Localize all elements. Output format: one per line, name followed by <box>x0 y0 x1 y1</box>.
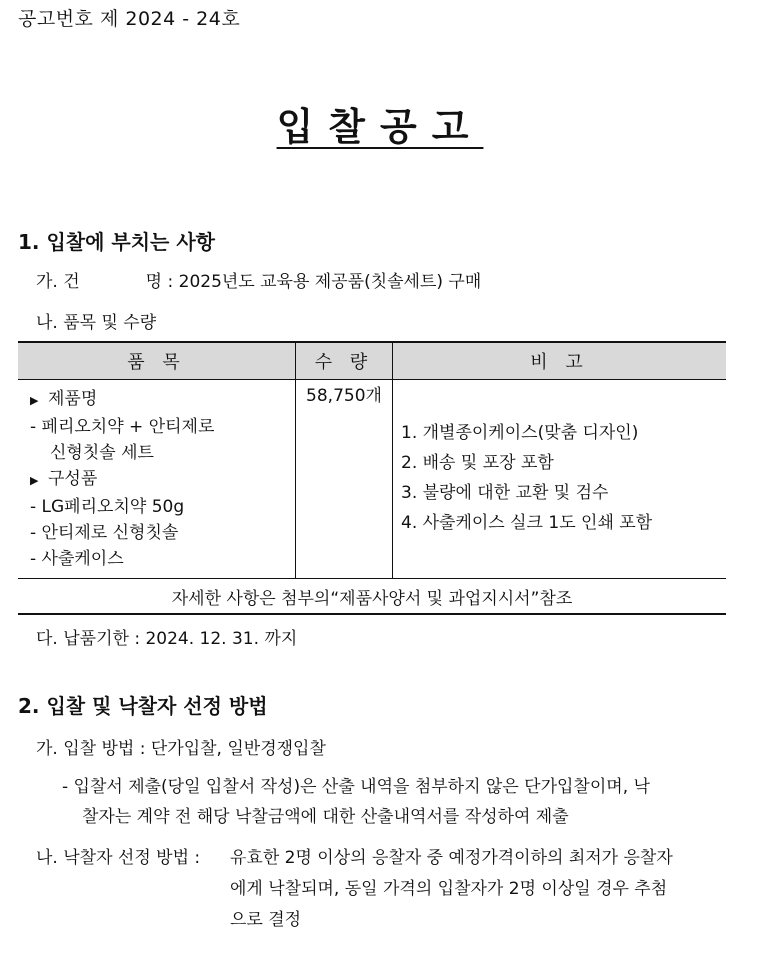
product-line: - 페리오치약 + 안티제로 <box>30 417 215 437</box>
table-footer-row <box>18 579 726 615</box>
item-name-row <box>36 267 481 292</box>
components-header: ▶ 구성품 <box>30 466 295 494</box>
bid-method-detail-1: - 입찰서 제출(당일 입찰서 작성)은 산출 내역을 첨부하지 않은 단가입찰이며, 낙 <box>62 777 650 797</box>
winner-method-label: 나. 낙찰자 선정 방법 : <box>36 848 201 868</box>
component-line: - LG페리오치약 50g <box>30 497 185 517</box>
triangle-bullet-icon: ▶ <box>30 474 39 487</box>
header-quantity: 수 량 <box>296 342 393 380</box>
header-notes: 비 고 <box>393 342 727 380</box>
note-line: 3. 불량에 대한 교환 및 검수 <box>401 483 609 503</box>
item-name-label: 가. 건 <box>36 272 80 292</box>
bid-method: 가. 입찰 방법 : 단가입찰, 일반경쟁입찰 <box>36 739 326 759</box>
product-line: 신형칫솔 세트 <box>50 443 154 463</box>
winner-method-line: 으로 결정 <box>230 910 302 930</box>
quantity-cell: 58,750개 <box>296 380 393 579</box>
items-and-quantity-label: 나. 품목 및 수량 <box>36 313 157 333</box>
winner-method-line: 유효한 2명 이상의 응찰자 중 예정가격이하의 최저가 응찰자 <box>230 848 673 868</box>
table-footer-note: 자세한 사항은 첨부의“제품사양서 및 과업지시서”참조 <box>18 579 726 615</box>
products-header: ▶ 제품명 <box>30 386 295 414</box>
header-item: 품 목 <box>18 342 296 380</box>
note-line: 1. 개별종이케이스(맞춤 디자인) <box>401 423 639 443</box>
winner-method-line: 에게 낙찰되며, 동일 가격의 입찰자가 2명 이상일 경우 추첨 <box>230 879 668 899</box>
table-header-row <box>18 342 726 380</box>
items-table <box>18 341 726 615</box>
section1-heading: 1. 입찰에 부치는 사항 <box>18 230 215 254</box>
note-line: 2. 배송 및 포장 포함 <box>401 453 554 473</box>
winner-method-text <box>230 843 673 936</box>
delivery-deadline: 다. 납품기한 : 2024. 12. 31. 까지 <box>36 629 298 649</box>
triangle-bullet-icon: ▶ <box>30 394 39 407</box>
note-line: 4. 사출케이스 실크 1도 인쇄 포함 <box>401 513 653 533</box>
section2-heading: 2. 입찰 및 낙찰자 선정 방법 <box>18 694 268 718</box>
page-title-text: 입찰공고 <box>276 105 484 149</box>
bid-method-detail-2: 찰자는 계약 전 해당 낙찰금액에 대한 산출내역서를 작성하여 제출 <box>82 807 569 827</box>
notice-number: 공고번호 제 2024 - 24호 <box>18 8 241 30</box>
page-title <box>0 96 760 151</box>
table-row <box>18 380 726 579</box>
notes-cell <box>393 380 727 579</box>
item-cell <box>18 380 296 579</box>
component-line: - 사출케이스 <box>30 549 124 569</box>
component-line: - 안티제로 신형칫솔 <box>30 523 179 543</box>
item-name-value: 2025년도 교육용 제공품(칫솔세트) 구매 <box>178 272 482 292</box>
item-name-label-end: 명 : <box>145 272 174 292</box>
